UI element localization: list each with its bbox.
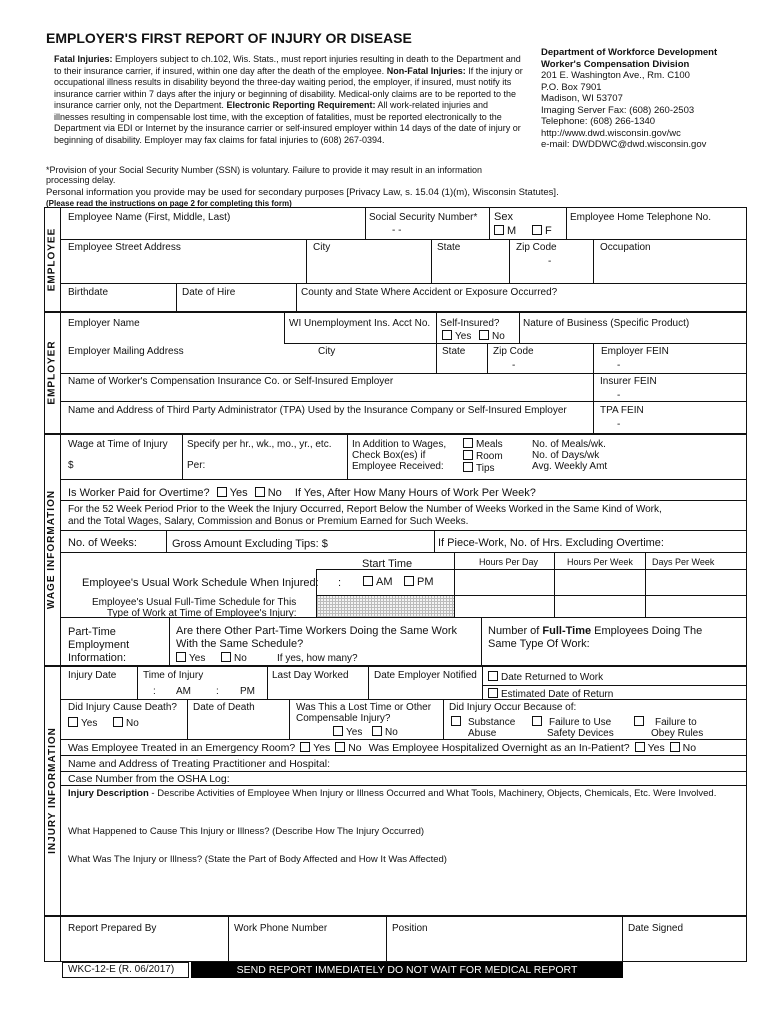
start-time-label: Start Time: [362, 558, 413, 570]
fatal-label: Fatal Injuries:: [54, 54, 113, 64]
sex-m-checkbox[interactable]: M: [494, 225, 516, 237]
employee-street-label: Employee Street Address: [68, 242, 181, 253]
checkbox-icon: [363, 576, 373, 586]
returned-checkbox[interactable]: Date Returned to Work: [488, 671, 603, 684]
other-pt-1: Are there Other Part-Time Workers Doing the Same Work: [176, 625, 457, 637]
dept-line6: Imaging Server Fax: (608) 260-2503: [541, 104, 695, 116]
injury-description-label: Injury Description: [68, 788, 149, 799]
privacy-note: Personal information you provide may be used for secondary purposes [Privacy Law, s. 15.04 (1)(m), Wisconsin Statutes].: [46, 187, 559, 198]
employer-city-label: City: [318, 346, 336, 357]
injury-time-label: Time of Injury: [143, 670, 204, 681]
injury-am: AM: [176, 686, 191, 697]
dept-line9: e-mail: DWDDWC@dwd.wisconsin.gov: [541, 139, 707, 150]
checkbox-icon: [635, 742, 645, 752]
in-addition-1: In Addition to Wages,: [352, 439, 447, 450]
schedule-colon: :: [338, 577, 342, 589]
what-happened-label: What Happened to Cause This Injury or Illness? (Describe How The Injury Occurred): [68, 826, 425, 837]
injury-description-field[interactable]: [62, 812, 744, 824]
employer-fein-dash: -: [617, 360, 621, 371]
checkbox-icon: [451, 716, 461, 726]
checkbox-icon: [494, 225, 504, 235]
checkbox-icon: [335, 742, 345, 752]
other-pt-no-checkbox[interactable]: No: [221, 652, 247, 665]
injury-pm: PM: [240, 686, 255, 697]
because-label: Did Injury Occur Because of:: [449, 702, 577, 713]
no-meals-label: No. of Meals/wk.: [532, 439, 606, 450]
in-addition-2: Check Box(es) if: [352, 450, 426, 461]
employee-zip-dash: -: [548, 256, 552, 267]
substance-abuse-checkbox[interactable]: Substance: [451, 716, 515, 729]
specify-per-label: Specify per hr., wk., mo., yr., etc.: [187, 439, 332, 450]
what-was-field[interactable]: [62, 868, 744, 912]
lost-time-label-2: Compensable Injury?: [296, 713, 391, 724]
checkbox-icon: [221, 652, 231, 662]
dept-line1: Department of Workforce Development: [541, 47, 718, 58]
lost-time-yes-checkbox[interactable]: Yes: [333, 726, 362, 739]
meals-checkbox[interactable]: Meals: [463, 438, 503, 451]
section-injury: INJURY INFORMATION: [46, 726, 58, 854]
death-question: Did Injury Cause Death?: [68, 702, 177, 713]
per-label: Per:: [187, 460, 206, 471]
period-text-2: and the Total Wages, Salary, Commission and Bonus or Premium Earned for Such Weeks.: [68, 516, 469, 527]
checkbox-icon: [532, 716, 542, 726]
other-pt-yes-checkbox[interactable]: Yes: [176, 652, 205, 665]
what-was-label: What Was The Injury or Illness? (State the Part of Body Affected and How It Was Affected): [68, 854, 447, 865]
tpa-label: Name and Address of Third Party Administrator (TPA) Used by the Insurance Company or Self-Insured Employer: [68, 405, 567, 416]
birthdate-label: Birthdate: [68, 287, 109, 298]
checkbox-icon: [217, 487, 227, 497]
sex-f-checkbox[interactable]: F: [532, 225, 552, 237]
overtime-hours-label: If Yes, After How Many Hours of Work Per Week?: [294, 487, 536, 499]
avg-weekly-label: Avg. Weekly Amt: [532, 461, 608, 472]
employee-city-label: City: [313, 242, 331, 253]
wage-time-label: Wage at Time of Injury: [68, 439, 168, 450]
osha-label: Case Number from the OSHA Log:: [68, 773, 230, 785]
page-title: EMPLOYER'S FIRST REPORT OF INJURY OR DISEASE: [46, 30, 412, 46]
period-text-1: For the 52 Week Period Prior to the Week the Injury Occurred, Report Below the Number of Weeks Worked in the Same Kind of Work,: [68, 504, 662, 515]
ssn-note: *Provision of your Social Security Number (SSN) is voluntary. Failure to provide it may result in an information processing delay.: [46, 165, 483, 185]
hours-per-week-label: Hours Per Week: [567, 557, 633, 567]
ssn-field[interactable]: - -: [392, 225, 402, 236]
insurer-fein-dash: -: [617, 390, 621, 401]
employee-name-field[interactable]: [62, 224, 362, 238]
parttime-3: Information:: [68, 652, 127, 664]
death-yes-checkbox[interactable]: Yes: [68, 717, 97, 730]
position-label: Position: [392, 923, 428, 934]
checkbox-icon: [255, 487, 265, 497]
employer-mailing-label: Employer Mailing Address: [68, 346, 184, 357]
overtime-yes-checkbox[interactable]: Yes: [217, 487, 248, 499]
insurer-fein-label: Insurer FEIN: [600, 376, 657, 387]
dept-line2: Worker's Compensation Division: [541, 58, 690, 70]
failure-obey-checkbox[interactable]: Failure to: [634, 716, 697, 729]
what-happened-field[interactable]: [62, 840, 744, 852]
lost-time-no-checkbox[interactable]: No: [372, 726, 398, 739]
parttime-2: Employment: [68, 639, 130, 651]
dept-line7: Telephone: (608) 266-1340: [541, 116, 656, 127]
failure-use-label-2: Safety Devices: [547, 728, 614, 739]
employer-zip-dash: -: [512, 360, 516, 371]
tpa-fein-dash: -: [617, 419, 621, 430]
nonfatal-label: Non-Fatal Injuries:: [386, 65, 466, 76]
hours-per-day-label: Hours Per Day: [479, 557, 539, 567]
gross-amount-label: Gross Amount Excluding Tips: $: [172, 538, 328, 550]
weeks-label: No. of Weeks:: [68, 537, 137, 549]
checkbox-icon: [488, 688, 498, 698]
employer-name-label: Employer Name: [68, 318, 140, 329]
date-of-death-label: Date of Death: [193, 702, 255, 713]
checkbox-icon: [442, 330, 452, 340]
checkbox-icon: [670, 742, 680, 752]
electronic-label: Electronic Reporting Requirement:: [226, 100, 376, 110]
insurance-co-label: Name of Worker's Compensation Insurance Co. or Self-Insured Employer: [68, 376, 394, 387]
substance-abuse-label-2: Abuse: [468, 728, 497, 739]
checkbox-icon: [479, 330, 489, 340]
dept-address: [541, 47, 741, 151]
sex-label: Sex: [494, 211, 513, 223]
schedule-pm-checkbox[interactable]: PM: [404, 576, 434, 588]
checkbox-icon: [463, 438, 473, 448]
hospitalized-no-checkbox[interactable]: No: [670, 742, 696, 754]
employee-phone-label: Employee Home Telephone No.: [570, 212, 712, 223]
hospitalized-yes-checkbox[interactable]: Yes: [635, 742, 665, 754]
schedule-am-checkbox[interactable]: AM: [363, 576, 393, 588]
checkbox-icon: [634, 716, 644, 726]
employer-fein-label: Employer FEIN: [601, 346, 669, 357]
injury-time-colon-am: :: [153, 686, 156, 697]
practitioner-label: Name and Address of Treating Practitioner and Hospital:: [68, 758, 331, 770]
work-phone-label: Work Phone Number: [234, 923, 328, 934]
self-insured-yes-checkbox[interactable]: Yes: [442, 330, 471, 343]
other-pt-2: With the Same Schedule?: [176, 638, 304, 650]
employee-zip-label: Zip Code: [516, 242, 557, 253]
death-no-checkbox[interactable]: No: [113, 717, 139, 730]
piece-work-label: If Piece-Work, No. of Hrs. Excluding Overtime:: [438, 537, 664, 549]
failure-obey-label-2: Obey Rules: [651, 728, 704, 739]
usual-schedule-label: Employee's Usual Work Schedule When Injured:: [82, 577, 319, 589]
tips-checkbox[interactable]: Tips: [463, 462, 495, 475]
employer-zip-label: Zip Code: [493, 346, 534, 357]
nature-business-label: Nature of Business (Specific Product): [523, 318, 690, 329]
checkbox-icon: [113, 717, 123, 727]
checkbox-icon: [463, 450, 473, 460]
county-state-label: County and State Where Accident or Exposure Occurred?: [301, 287, 558, 298]
how-many-label: If yes, how many?: [277, 653, 358, 664]
employee-street-field[interactable]: [62, 256, 304, 282]
in-addition-3: Employee Received:: [352, 461, 444, 472]
injury-description: [68, 788, 742, 800]
fulltime-sched-1: Employee's Usual Full-Time Schedule for This: [92, 597, 297, 608]
fulltime-sched-2: Type of Work at Time of Employee's Injury:: [107, 608, 297, 619]
submit-banner: SEND REPORT IMMEDIATELY DO NOT WAIT FOR MEDICAL REPORT: [191, 962, 623, 978]
num-fulltime-label-2: Same Type Of Work:: [488, 638, 590, 650]
overtime-question: Is Worker Paid for Overtime? Yes No If Yes, After How Many Hours of Work Per Week?: [68, 487, 536, 499]
checkbox-icon: [532, 225, 542, 235]
hospitalized-label: Was Employee Hospitalized Overnight as an In-Patient?: [368, 742, 630, 754]
self-insured-label: Self-Insured?: [440, 318, 500, 329]
prepared-by-label: Report Prepared By: [68, 923, 157, 934]
employee-state-label: State: [437, 242, 461, 253]
ui-acct-label: WI Unemployment Ins. Acct No.: [289, 318, 431, 329]
section-employer: EMPLOYER: [46, 339, 58, 405]
checkbox-icon: [333, 726, 343, 736]
checkbox-icon: [488, 671, 498, 681]
no-days-label: No. of Days/wk: [532, 450, 600, 461]
checkbox-icon: [68, 717, 78, 727]
parttime-1: Part-Time: [68, 626, 116, 638]
dept-line4: P.O. Box 7901: [541, 81, 602, 93]
electronic-text: All work-related injuries and illnesses resulting in compensable lost time, with the exception of fatalities, must be reported electronically to the Department via EDI or Internet by the insurance carrier or self-insured employer within 14 days of the date of injury or beginning of disability. Employer may fax claims for fatal injuries to (608) 267-0394.: [54, 100, 521, 145]
checkbox-icon: [176, 652, 186, 662]
employee-phone-field[interactable]: [568, 224, 743, 238]
instructions-note: (Please read the instructions on page 2 for completing this form): [46, 199, 292, 208]
wage-dollar: $: [68, 460, 74, 471]
emergency-no-checkbox[interactable]: No: [335, 742, 361, 754]
last-day-worked-label: Last Day Worked: [272, 670, 349, 681]
days-per-week-label: Days Per Week: [652, 557, 715, 567]
employer-state-label: State: [442, 346, 466, 357]
dept-line8: http://www.dwd.wisconsin.gov/wc: [541, 127, 681, 139]
section-employee: EMPLOYEE: [46, 227, 58, 291]
injury-date-label: Injury Date: [68, 670, 117, 681]
tpa-fein-label: TPA FEIN: [600, 405, 644, 416]
failure-use-checkbox[interactable]: Failure to Use: [532, 716, 611, 729]
lost-time-label-1: Was This a Lost Time or Other: [296, 702, 432, 713]
injury-time-colon-pm: :: [216, 686, 219, 697]
checkbox-icon: [463, 462, 473, 472]
nonfatal-text: If the injury or occupational illness results in disability beyond the three-day waiting period, the employer, if insured, must notify its insurance carrier within 7 days after the injury or beginning of disability. Medical-only claims are to be reported to the insurance carrier only, not the Department.: [54, 65, 523, 110]
employee-name-label: Employee Name (First, Middle, Last): [68, 212, 231, 223]
date-signed-label: Date Signed: [628, 923, 684, 934]
hatched-area: [317, 596, 455, 617]
dept-line5: Madison, WI 53707: [541, 93, 623, 104]
dept-line3: 201 E. Washington Ave., Rm. C100: [541, 70, 690, 81]
date-notified-label: Date Employer Notified: [374, 670, 477, 681]
injury-description-text: - Describe Activities of Employee When Injury or Illness Occurred and What Tools, Machinery, Objects, Chemicals, Etc. Were Involved.: [148, 788, 717, 799]
num-fulltime-label: Number of Full-Time Employees Doing The: [488, 625, 703, 637]
emergency-question: Was Employee Treated in an Emergency Room? Yes No Was Employee Hospitalized Overnight as an In-Patient? Yes No: [68, 742, 697, 754]
checkbox-icon: [300, 742, 310, 752]
fatal-text: Employers subject to ch.102, Wis. Stats., must report injuries resulting in death to the Department and to their insurance carrier, if insured, within one day after the death of the employee.: [54, 54, 521, 76]
estimated-return-checkbox[interactable]: Estimated Date of Return: [488, 688, 613, 701]
date-of-hire-label: Date of Hire: [182, 287, 236, 298]
section-wage: WAGE INFORMATION: [46, 489, 58, 609]
overtime-no-checkbox[interactable]: No: [255, 487, 282, 499]
checkbox-icon: [372, 726, 382, 736]
form-id: WKC-12-E (R. 06/2017): [68, 964, 175, 975]
employee-occupation-label: Occupation: [600, 242, 651, 253]
ssn-label: Social Security Number*: [369, 212, 478, 223]
self-insured-no-checkbox[interactable]: No: [479, 330, 505, 343]
checkbox-icon: [404, 576, 414, 586]
fatal-injuries-note: [54, 54, 524, 146]
emergency-yes-checkbox[interactable]: Yes: [300, 742, 330, 754]
room-checkbox[interactable]: Room: [463, 450, 503, 463]
